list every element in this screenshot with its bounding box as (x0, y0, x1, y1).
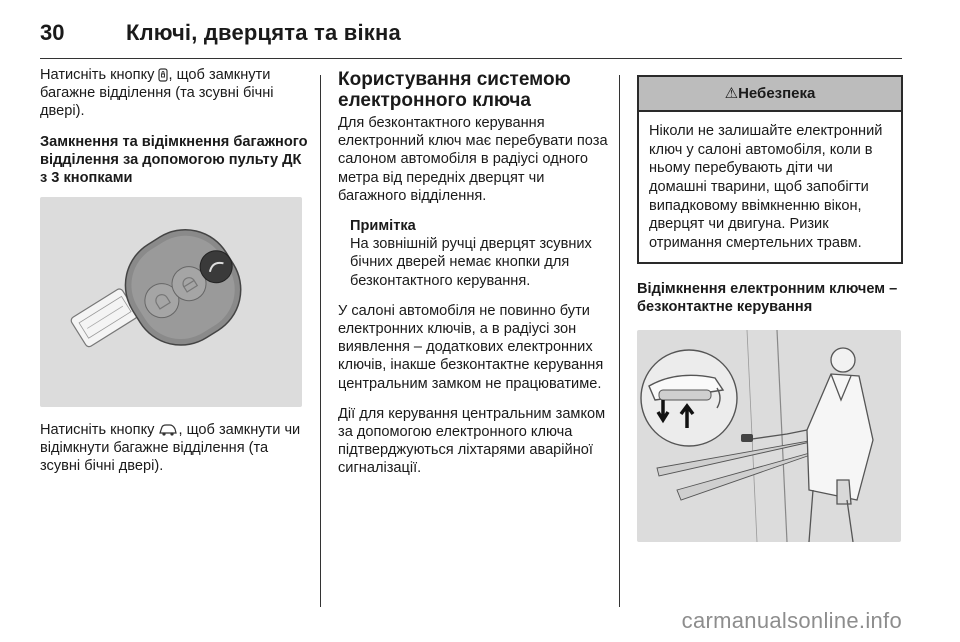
keyless-entry-figure (637, 330, 901, 542)
warning-title: Небезпека (738, 85, 816, 102)
warning-header (639, 77, 901, 112)
tailgate-lock-paragraph: Натисніть кнопку , щоб замкнути багажне відділення (та зсувні бічні двері). (40, 67, 274, 120)
remote-key-illustration (40, 197, 302, 407)
proximity-paragraph: Для безконтактного керування електронний ключ має перебувати поза салоном автомобіля в радіусі одного метра від передніх дверцят чи багажного відділення. (338, 115, 608, 204)
page-header (40, 14, 900, 54)
page-number: 30 (40, 20, 65, 45)
warning-text: Ніколи не залишайте електронний ключ у салоні автомобіля, коли в ньому перебувають діти чи домашні тварини, щоб запобігти випадковому ввімкненню вікон, дверцят чи двигуна. Ризик отримання смертельних травм. (649, 123, 883, 251)
note-block (350, 217, 608, 290)
keyless-unlock-subhead: Відімкнення електронним ключем – безконтактне керування (637, 281, 898, 316)
trunk-car-icon (158, 423, 178, 437)
column-1 (40, 66, 310, 487)
keyless-entry-illustration (637, 330, 901, 542)
section-title-electronic-key: Користування системою електронного ключа (338, 69, 571, 111)
danger-warning-box (637, 75, 903, 264)
note-text: На зовнішній ручці дверцят зсувних бічних дверей немає кнопки для безконтактного керування. (350, 236, 592, 289)
hazard-lights-paragraph: Дії для керування центральним замком за допомогою електронного ключа підтверджуються ліхтарями аварійної сигналізації. (338, 405, 606, 477)
column-divider-2 (619, 75, 620, 607)
note-heading: Примітка (350, 218, 416, 235)
tailgate-lock-icon (158, 68, 168, 82)
column-divider-1 (320, 75, 321, 607)
column-3 (637, 66, 903, 542)
header-divider (40, 58, 902, 59)
warning-triangle-icon: ⚠ (724, 85, 739, 102)
page-title: Ключі, дверцята та вікна (126, 20, 401, 45)
column-2 (338, 66, 608, 490)
interior-keys-paragraph: У салоні автомобіля не повинно бути електронних ключів, а в радіусі зон виявлення – додаткових електронних ключів, інакше безконтактне керування центральним замком не працюватиме. (338, 302, 604, 392)
remote-key-figure (40, 197, 302, 407)
watermark: carmanualsonline.info (681, 608, 902, 633)
remote-3-button-subhead: Замкнення та відімкнення багажного відділення за допомогою пульту ДК з 3 кнопками (40, 133, 308, 186)
trunk-button-paragraph: Натисніть кнопку , щоб замкнути чи відімкнути багажне відділення (та зсувні бічні двері). (40, 421, 301, 475)
